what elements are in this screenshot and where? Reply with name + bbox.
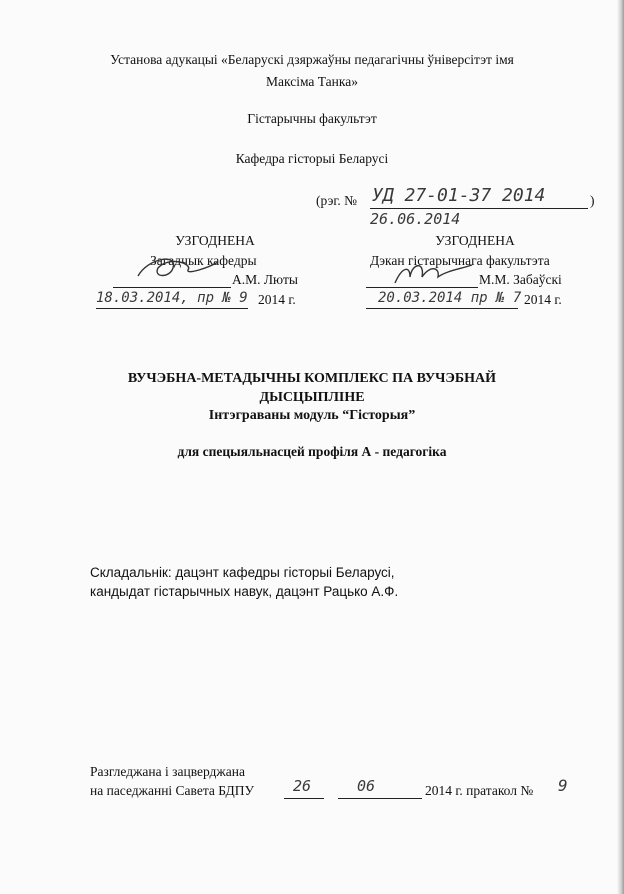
left-approval-date-handwritten: 18.03.2014, пр № 9 — [96, 290, 248, 306]
institution-line-1: Установа адукацыі «Беларускі дзяржаўны педагагічны ўніверсітэт імя — [110, 52, 514, 67]
left-approval-heading: УЗГОДНЕНА — [175, 233, 255, 248]
left-approval-name: А.М. Люты — [232, 272, 298, 287]
meeting-month-line — [338, 798, 422, 799]
left-approval-year: 2014 г. — [258, 292, 296, 307]
right-approval-name: М.М. Забаўскі — [479, 272, 562, 287]
left-signature-line — [113, 287, 231, 288]
right-approval-date-handwritten: 20.03.2014 пр № 7 — [378, 290, 522, 306]
registration-date-handwritten: 26.06.2014 — [370, 210, 461, 228]
right-date-line — [366, 308, 518, 309]
footer-line-2-prefix: на паседжанні Савета БДПУ — [90, 783, 255, 798]
registration-suffix: ) — [590, 193, 595, 208]
left-date-line — [96, 308, 248, 309]
institution-line-2: Максіма Танка» — [265, 74, 358, 89]
meeting-day-line — [284, 798, 324, 799]
registration-number-handwritten: УД 27-01-37 2014 — [372, 185, 546, 206]
right-approval-year: 2014 г. — [524, 292, 562, 307]
specialty-line: для спецыяльнасцей профіля А - педагогіка — [177, 444, 447, 459]
document-title-line-2: ДЫСЦЫПЛІНЕ — [259, 390, 365, 405]
left-signature — [118, 248, 228, 288]
author-line-2: кандыдат гістарычных навук, дацэнт Рацько А.Ф. — [90, 584, 399, 599]
footer-year-protocol: 2014 г. пратакол № — [425, 783, 534, 798]
meeting-day-handwritten: 26 — [293, 777, 312, 795]
document-title-line-1: ВУЧЭБНА-МЕТАДЫЧНЫ КОМПЛЕКС ПА ВУЧЭБНАЙ — [127, 371, 497, 386]
right-signature-line — [366, 287, 478, 288]
registration-prefix: (рэг. № — [316, 193, 358, 208]
registration-underline — [370, 208, 588, 209]
faculty-name: Гістарычны факультэт — [247, 111, 377, 126]
meeting-month-handwritten: 06 — [357, 777, 376, 795]
right-approval-role: Дэкан гістарычнага факультэта — [370, 253, 550, 268]
right-signature — [380, 255, 480, 291]
right-approval-heading: УЗГОДНЕНА — [435, 233, 515, 248]
module-name: Інтэграваны модуль “Гісторыя” — [208, 408, 416, 423]
department-name: Кафедра гісторыі Беларусі — [235, 151, 389, 166]
left-approval-role: Загадчык кафедры — [150, 253, 257, 268]
author-line-1: Складальнік: дацэнт кафедры гісторыі Беларусі, — [90, 565, 395, 580]
protocol-number-handwritten: 9 — [558, 776, 568, 795]
footer-line-1: Разгледжана і зацверджана — [90, 764, 245, 779]
